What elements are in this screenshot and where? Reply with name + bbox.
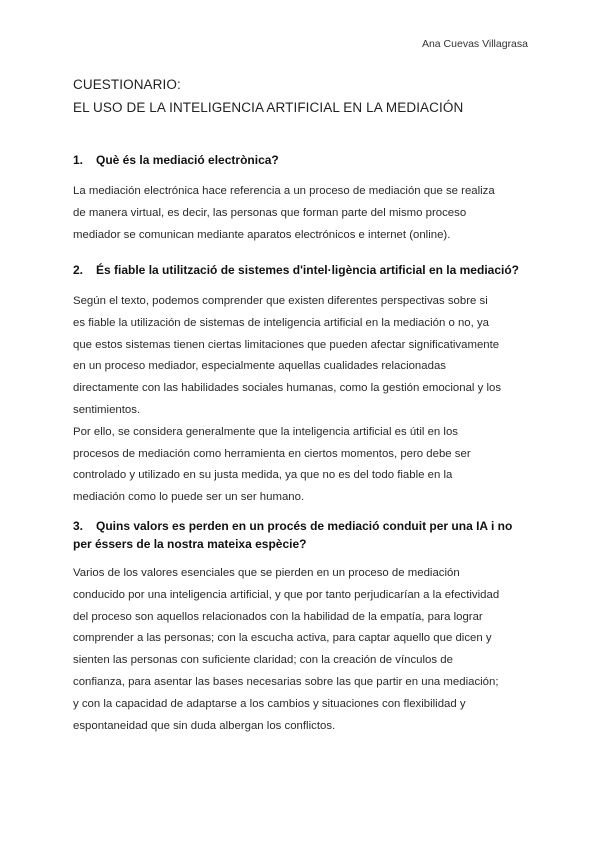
answer-line: confianza, para asentar las bases necesarias sobre las que partir en una mediación;	[73, 675, 499, 688]
author-name: Ana Cuevas Villagrasa	[421, 38, 528, 50]
document-title	[73, 73, 463, 119]
title-line-2: EL USO DE LA INTELIGENCIA ARTIFICIAL EN LA MEDIACIÓN	[73, 100, 464, 115]
answer-line: conducido por una inteligencia artificial, y que por tanto perjudicarían a la efectividad	[73, 588, 500, 601]
answer-line: Varios de los valores esenciales que se pierden en un proceso de mediación	[73, 567, 460, 579]
answer-line: espontaneidad que sin duda albergan los conflictos.	[73, 719, 336, 732]
question-number: 1.	[73, 153, 84, 167]
question-heading	[73, 261, 535, 279]
answer-line: es fiable la utilización de sistemas de inteligencia artificial en la mediación o no, ya	[73, 316, 489, 329]
answer-line: mediador se comunican mediante aparatos electrónicos e internet (online).	[73, 228, 451, 241]
answer-line: mediación como lo puede ser un ser humano.	[73, 491, 305, 504]
question-number: 3.	[73, 519, 84, 533]
answer-line: en un proceso mediador, especialmente aquellas cualidades relacionadas	[73, 360, 446, 373]
question-text-line: Què és la mediació electrònica?	[96, 153, 279, 167]
answer-line: La mediación electrónica hace referencia a un proceso de mediación que se realiza	[73, 185, 495, 197]
question-section-3	[73, 517, 535, 737]
question-heading	[73, 151, 535, 169]
question-number: 2.	[73, 263, 84, 277]
question-section-2	[73, 261, 535, 509]
answer-line: y con la capacidad de adaptarse a los cambios y situaciones con flexibilidad y	[73, 697, 466, 710]
title-line-1: CUESTIONARIO:	[73, 77, 181, 92]
answer-paragraph	[73, 291, 535, 509]
answer-line: sienten las personas con suficiente claridad; con la creación de vínculos de	[73, 654, 453, 667]
answer-line: procesos de mediación como herramienta en ciertos momentos, pero debe ser	[73, 447, 471, 460]
answer-line: directamente con las habilidades sociales humanas, como la gestión emocional y los	[73, 382, 502, 395]
answer-line: Según el texto, podemos comprender que existen diferentes perspectivas sobre si	[73, 295, 488, 307]
question-heading	[73, 517, 535, 553]
question-section-1	[73, 151, 535, 246]
answer-paragraph	[73, 181, 535, 246]
answer-line: comprender a las personas; con la escucha activa, para captar aquello que dicen y	[73, 632, 492, 645]
answer-line: que estos sistemas tienen ciertas limitaciones que pueden afectar significativamente	[73, 338, 500, 351]
answer-paragraph	[73, 563, 535, 737]
answer-line: sentimientos.	[73, 403, 141, 416]
answer-line: controlado y utilizado en su justa medida, ya que no es del todo fiable en la	[73, 469, 453, 482]
question-text-line: Quins valors es perden en un procés de mediació conduit per una IA i no	[96, 519, 513, 533]
question-text-line: És fiable la utilització de sistemes d'intel·ligència artificial en la mediació?	[96, 263, 519, 277]
answer-line: Por ello, se considera generalmente que la inteligencia artificial es útil en los	[73, 425, 458, 438]
answer-line: de manera virtual, es decir, las personas que forman parte del mismo proceso	[73, 206, 467, 219]
answer-line: del proceso son aquellos relacionados con la habilidad de la empatía, para lograr	[73, 610, 483, 623]
question-text-line: per éssers de la nostra mateixa espècie?	[73, 537, 307, 551]
